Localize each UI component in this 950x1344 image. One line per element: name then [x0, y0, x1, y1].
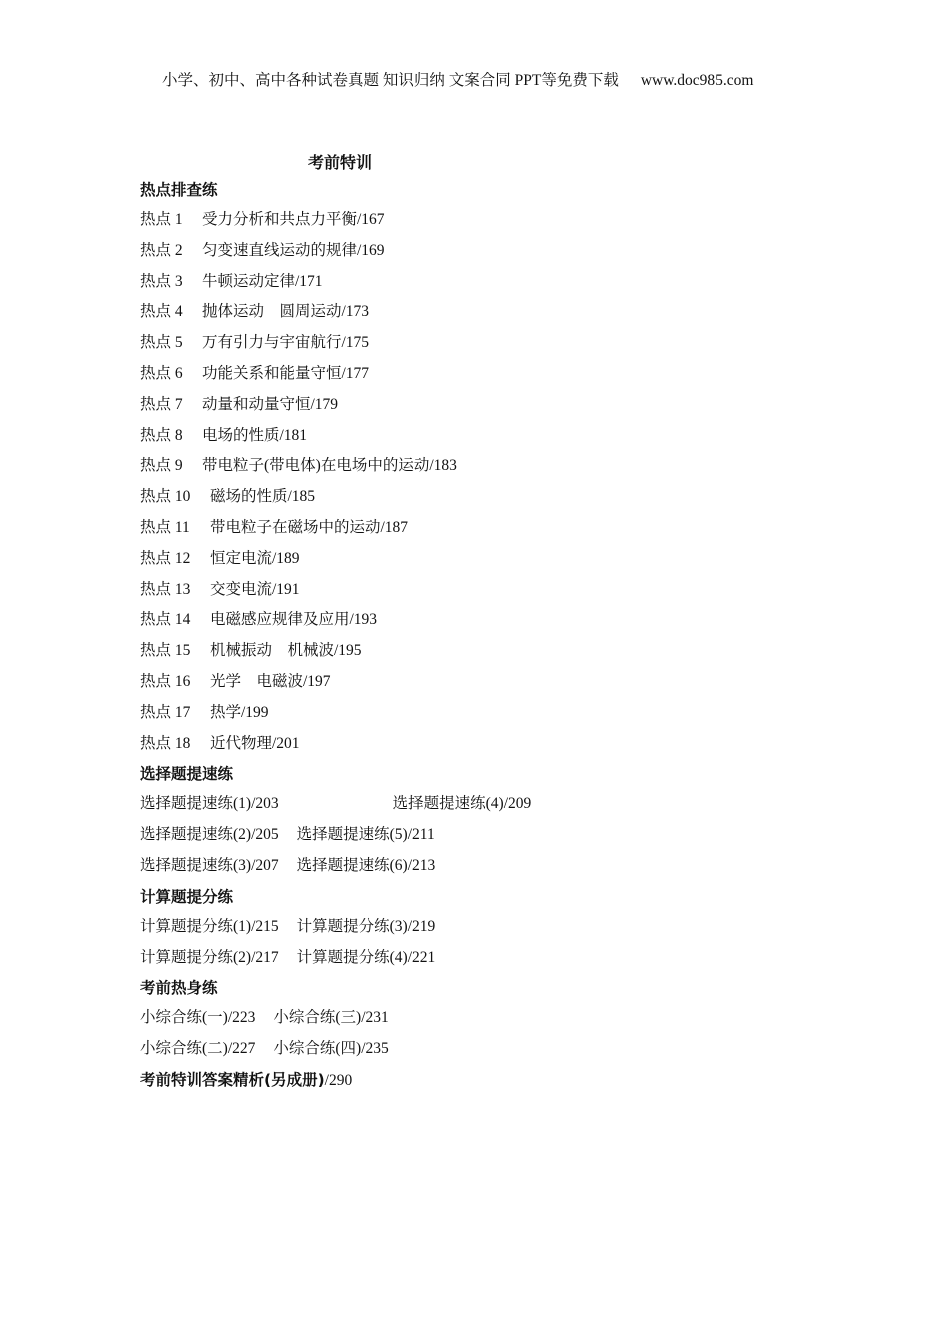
entry-label: 热点 3 — [140, 272, 183, 290]
entry-text: 恒定电流/189 — [210, 549, 300, 567]
entry-text: 牛顿运动定律/171 — [202, 272, 323, 290]
header-text: 小学、初中、高中各种试卷真题 知识归纳 文案合同 PPT等免费下载 — [162, 72, 619, 89]
entry-text: 电场的性质/181 — [202, 426, 308, 444]
toc-entry[interactable] — [140, 332, 840, 363]
toc-entry[interactable]: 小综合练(一)/223 — [140, 1009, 256, 1027]
toc-entry[interactable]: 选择题提速练(4)/209 — [392, 795, 532, 813]
entry-label: 热点 8 — [140, 426, 183, 444]
section-heading-calc: 计算题提分练 — [140, 887, 234, 906]
toc-entry[interactable] — [140, 209, 840, 240]
table-of-contents — [140, 179, 840, 1099]
toc-entry[interactable] — [140, 240, 840, 271]
toc-entry[interactable]: 小综合练(四)/235 — [273, 1040, 389, 1058]
page-title: 考前特训 — [308, 153, 373, 172]
entry-label: 热点 9 — [140, 457, 183, 475]
toc-entry[interactable]: 选择题提速练(6)/213 — [296, 856, 436, 874]
toc-row — [140, 1038, 840, 1069]
answers-page: /290 — [324, 1071, 353, 1089]
toc-entry[interactable] — [140, 733, 840, 764]
entry-label: 热点 14 — [140, 611, 191, 629]
entry-text: 带电粒子在磁场中的运动/187 — [210, 518, 409, 536]
toc-entry[interactable] — [140, 301, 840, 332]
entry-text: 电磁感应规律及应用/193 — [210, 611, 378, 629]
entry-label: 热点 1 — [140, 211, 183, 228]
section-heading-warm: 考前热身练 — [140, 979, 218, 998]
toc-row — [140, 947, 840, 978]
page-header — [162, 68, 753, 90]
toc-entry[interactable] — [140, 548, 840, 579]
toc-row — [140, 824, 840, 855]
toc-entry[interactable] — [140, 609, 840, 640]
entry-label: 热点 13 — [140, 580, 191, 598]
entry-text: 抛体运动 圆周运动/173 — [202, 303, 370, 321]
section-heading-choice: 选择题提速练 — [140, 765, 234, 784]
section-heading-hot: 热点排查练 — [140, 181, 218, 199]
entry-label: 热点 11 — [140, 518, 190, 536]
toc-entry[interactable]: 计算题提分练(2)/217 — [140, 948, 279, 966]
toc-entry[interactable] — [140, 271, 840, 302]
toc-row — [140, 855, 840, 886]
toc-entry[interactable] — [140, 702, 840, 733]
entry-label: 热点 17 — [140, 703, 191, 721]
entry-text: 匀变速直线运动的规律/169 — [202, 241, 385, 259]
entry-text: 热学/199 — [210, 703, 269, 721]
header-site: www.doc985.com — [640, 72, 754, 89]
toc-entry[interactable]: 计算题提分练(3)/219 — [296, 917, 436, 935]
entry-text: 受力分析和共点力平衡/167 — [202, 211, 385, 228]
toc-entry[interactable]: 计算题提分练(1)/215 — [140, 917, 279, 935]
toc-entry[interactable] — [140, 425, 840, 456]
toc-entry[interactable]: 小综合练(二)/227 — [140, 1040, 256, 1058]
toc-entry[interactable]: 选择题提速练(2)/205 — [140, 826, 279, 844]
entry-text: 光学 电磁波/197 — [210, 672, 331, 690]
entry-text: 磁场的性质/185 — [210, 488, 316, 506]
entry-text: 功能关系和能量守恒/177 — [202, 364, 370, 382]
toc-entry[interactable] — [140, 394, 840, 425]
entry-label: 热点 7 — [140, 395, 183, 413]
toc-entry[interactable]: 选择题提速练(5)/211 — [296, 826, 435, 844]
toc-entry[interactable]: 小综合练(三)/231 — [273, 1009, 389, 1027]
entry-text: 机械振动 机械波/195 — [210, 642, 362, 660]
toc-entry[interactable] — [140, 486, 840, 517]
toc-entry[interactable] — [140, 671, 840, 702]
toc-row — [140, 793, 840, 824]
entry-text: 带电粒子(带电体)在电场中的运动/183 — [202, 457, 457, 475]
entry-label: 热点 4 — [140, 303, 183, 321]
entry-text: 交变电流/191 — [210, 580, 300, 598]
toc-row — [140, 916, 840, 947]
toc-entry[interactable]: 选择题提速练(3)/207 — [140, 856, 279, 874]
toc-entry[interactable]: 选择题提速练(1)/203 — [140, 795, 279, 813]
toc-entry[interactable] — [140, 579, 840, 610]
toc-entry[interactable] — [140, 517, 840, 548]
entry-label: 热点 10 — [140, 488, 191, 506]
toc-row — [140, 1007, 840, 1038]
entry-label: 热点 16 — [140, 672, 191, 690]
entry-text: 近代物理/201 — [210, 734, 300, 752]
toc-entry[interactable] — [140, 640, 840, 671]
answers-entry[interactable] — [140, 1069, 840, 1099]
entry-label: 热点 18 — [140, 734, 191, 752]
entry-label: 热点 2 — [140, 241, 183, 259]
toc-entry[interactable] — [140, 455, 840, 486]
entry-label: 热点 15 — [140, 642, 191, 660]
entry-text: 动量和动量守恒/179 — [202, 395, 339, 413]
entry-text: 万有引力与宇宙航行/175 — [202, 334, 370, 352]
answers-label: 考前特训答案精析(另成册) — [140, 1070, 325, 1089]
entry-label: 热点 5 — [140, 334, 183, 352]
entry-label: 热点 12 — [140, 549, 191, 567]
toc-entry[interactable] — [140, 363, 840, 394]
toc-entry[interactable]: 计算题提分练(4)/221 — [296, 948, 436, 966]
entry-label: 热点 6 — [140, 364, 183, 382]
